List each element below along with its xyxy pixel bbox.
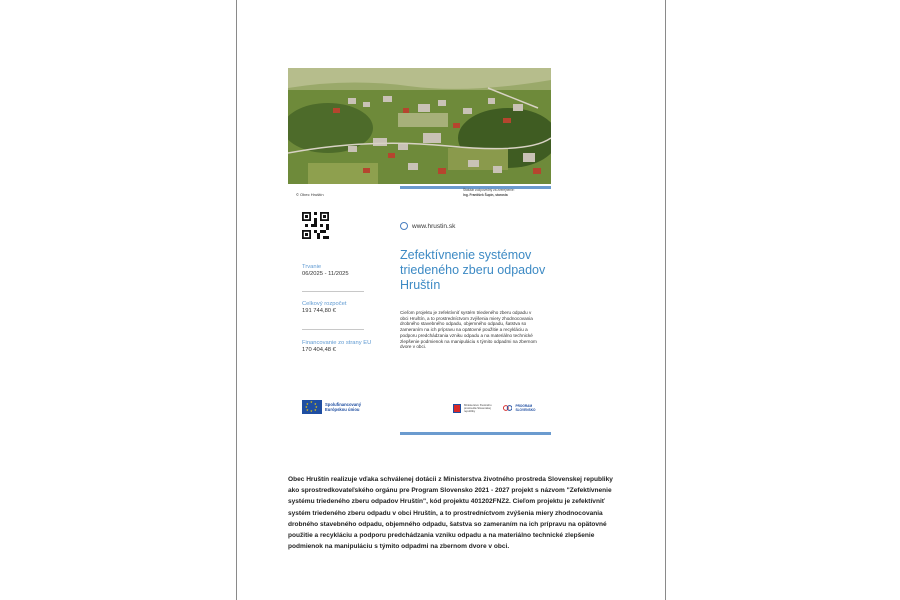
- mayor-name: Ing. František Šupin, starosta: [463, 192, 508, 197]
- poster-description: Cieľom projektu je zefektívniť systém triedeného zberu odpadu v obci Hruštín, a to prostredníctvom zvýšenia miery zhodnocovania drobného stavebného odpadu, objemného odpadu, šatstva so zameraním na ich prípravu na opätovné použitie a recykláciu a podporu predchádzania vzniku odpadu a na materiálno technické zlepšenie podmienok na manipuláciu s týmito odpadmi na zbernom dvore v obci.: [400, 310, 537, 350]
- accent-stripe-bottom: [400, 432, 551, 435]
- fact-budget: [302, 301, 384, 314]
- program-slovensko-logo: [503, 404, 551, 412]
- slovak-coat-of-arms-icon: [453, 404, 461, 413]
- fact-eu-funding: [302, 340, 384, 353]
- program-logo-text: PROGRAM SLOVENSKO: [515, 404, 536, 412]
- poster-title: Zefektívnenie systémov triedeného zberu odpadov Hruštín: [400, 248, 546, 292]
- fact-label: Trvanie: [302, 264, 322, 270]
- mayor-signature-block: [463, 188, 551, 197]
- ministry-logo-text: Ministerstvo životného prostredia Slovenskej republiky: [464, 403, 492, 414]
- document-page: [236, 0, 666, 600]
- eu-flag-icon: ★ ★ ★ ★ ★ ★ ★ ★: [302, 400, 322, 414]
- ministry-logo: [453, 404, 494, 414]
- eu-label-line1: Spolufinancovaný: [325, 402, 362, 407]
- mayor-caption: Štatutár zodpovedný za zverejnenie:: [463, 188, 515, 192]
- qr-code: [302, 212, 329, 239]
- project-description-paragraph: Obec Hruštín realizuje vďaka schválenej dotácii z Ministerstva životného prostreda Slovenskej republiky ako sprostredkovateľského orgánu pre Program Slovensko 2021 - 2027 projekt s názvom "Zefektívnenie systému triedeného zberu odpadov Hruštín", kód projektu 401202FNZ2. Cieľom projektu je zefektívniť systém triedeného zberu odpadu v obci Hruštín, a to prostredníctvom zvýšenia miery zhodnocovania drobného stavebného odpadu, objemného odpadu, šatstva so zameraním na ich prípravu na opätovné použitie a recykláciu a podporu predchádzania vzniku odpadu a na materiálno technické zlepšenie podmienok na manipuláciu s týmito odpadmi na zbernom dvore v obci.: [288, 476, 613, 551]
- website-text: www.hrustin.sk: [412, 222, 456, 230]
- fact-duration: [302, 264, 384, 277]
- program-logo-mark-icon: [503, 405, 512, 411]
- fact-divider: [302, 329, 364, 330]
- project-poster: [288, 68, 551, 436]
- eu-label: [325, 402, 361, 412]
- fact-value: 06/2025 - 11/2025: [302, 271, 349, 277]
- fact-value: 191 744,80 €: [302, 308, 336, 314]
- eu-label-line2: Európskou úniou: [325, 407, 360, 412]
- photo-credit: © Obec Hruštín: [296, 192, 324, 197]
- website-link[interactable]: [400, 222, 455, 230]
- fact-label: Celkový rozpočet: [302, 301, 347, 307]
- fact-label: Financovanie zo strany EU: [302, 340, 372, 346]
- fact-divider: [302, 291, 364, 292]
- village-aerial-photo: [288, 68, 551, 184]
- globe-icon: [400, 222, 408, 230]
- fact-value: 170 404,48 €: [302, 347, 336, 353]
- eu-cofunded-logo: [302, 400, 361, 414]
